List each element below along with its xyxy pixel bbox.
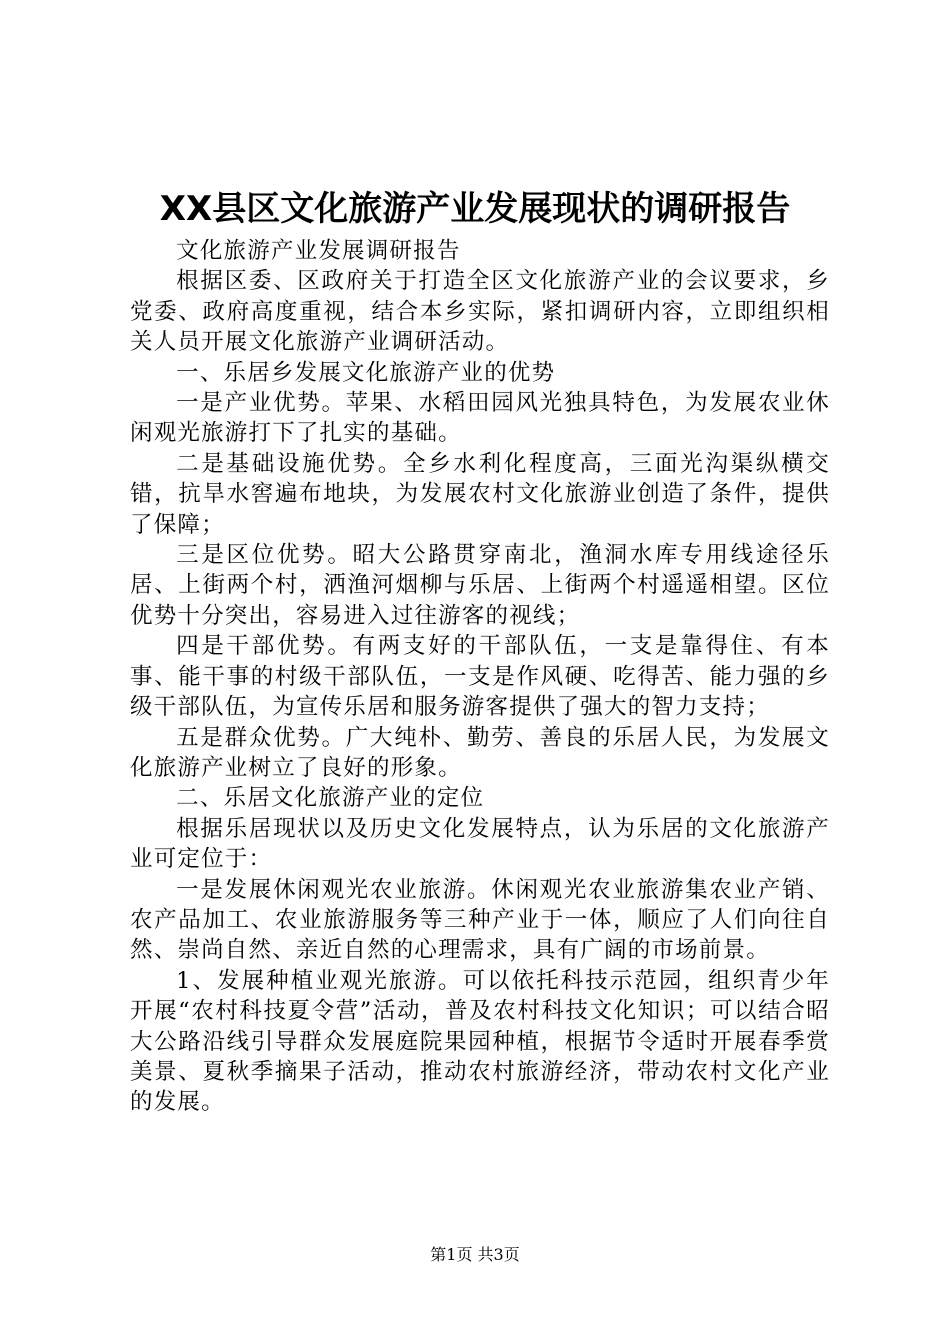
page-footer: 第1页 共3页 — [430, 1245, 520, 1264]
document-title: XX县区文化旅游产业发展现状的调研报告 — [159, 189, 791, 229]
paragraph-public-advantage: 五是群众优势。广大纯朴、勤劳、善良的乐居人民，为发展文化旅游产业树立了良好的形象。 — [130, 724, 830, 781]
paragraph-infrastructure-advantage: 二是基础设施优势。全乡水利化程度高，三面光沟渠纵横交错，抗旱水窖遍布地块，为发展农村文化旅游业创造了条件，提供了保障； — [130, 450, 830, 538]
intro-paragraph: 根据区委、区政府关于打造全区文化旅游产业的会议要求，乡党委、政府高度重视，结合本乡实际，紧扣调研内容，立即组织相关人员开展文化旅游产业调研活动。 — [130, 268, 830, 356]
paragraph-leisure-agriculture: 一是发展休闲观光农业旅游。休闲观光农业旅游集农业产销、农产品加工、农业旅游服务等三种产业于一体，顺应了人们向往自然、崇尚自然、亲近自然的心理需求，具有广阔的市场前景。 — [130, 876, 830, 964]
paragraph-location-advantage: 三是区位优势。昭大公路贯穿南北，渔洞水库专用线途径乐居、上街两个村，洒渔河烟柳与乐居、上街两个村遥遥相望。区位优势十分突出，容易进入过往游客的视线； — [130, 542, 830, 629]
paragraph-cadre-advantage: 四是干部优势。有两支好的干部队伍，一支是靠得住、有本事、能干事的村级干部队伍，一支是作风硬、吃得苦、能力强的乡级干部队伍，为宣传乐居和服务游客提供了强大的智力支持； — [130, 633, 830, 721]
paragraph-positioning-intro: 根据乐居现状以及历史文化发展特点，认为乐居的文化旅游产业可定位于： — [130, 815, 830, 873]
document-body — [130, 236, 830, 1118]
paragraph-planting-tourism: 1、发展种植业观光旅游。可以依托科技示范园，组织青少年开展“农村科技夏令营”活动，普及农村科技文化知识；可以结合昭大公路沿线引导群众发展庭院果园种植，根据节令适时开展春季赏美景、夏秋季摘果子活动，推动农村旅游经济，带动农村文化产业的发展。 — [130, 967, 830, 1116]
subtitle-paragraph: 文化旅游产业发展调研报告 — [176, 238, 461, 264]
paragraph-industry-advantage: 一是产业优势。苹果、水稻田园风光独具特色，为发展农业休闲观光旅游打下了扎实的基础。 — [130, 390, 830, 447]
section-heading-positioning: 二、乐居文化旅游产业的定位 — [176, 785, 485, 812]
section-heading-advantages: 一、乐居乡发展文化旅游产业的优势 — [176, 359, 556, 386]
